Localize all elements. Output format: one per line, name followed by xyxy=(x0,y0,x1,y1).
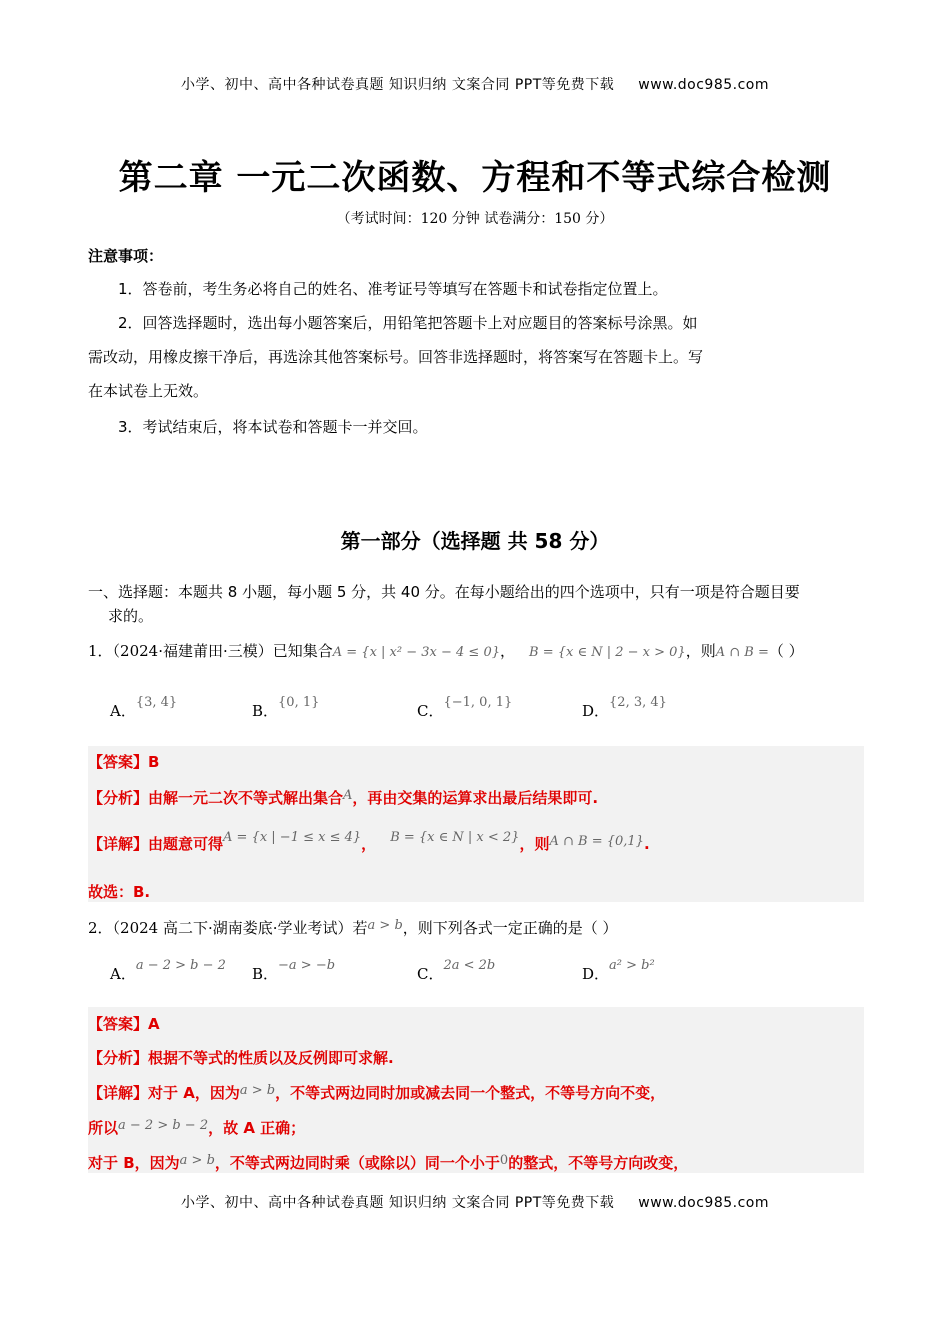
note-item-2: 2．回答选择题时，选出每小题答案后，用铅笔把答题卡上对应题目的答案标号涂黑。如 xyxy=(118,314,698,332)
q1-expr: A ∩ B = xyxy=(715,645,769,660)
section-desc-cont: 求的。 xyxy=(108,607,154,625)
q2-detail-3-post: 的整式，不等号方向改变， xyxy=(508,1154,689,1172)
header-text: 小学、初中、高中各种试卷真题 知识归纳 文案合同 PPT等免费下载 xyxy=(180,77,615,93)
q2-option-a[interactable] xyxy=(110,958,226,984)
question-1 xyxy=(88,640,804,661)
q2-suffix: ，则下列各式一定正确的是（ ） xyxy=(402,919,618,937)
q2-option-d[interactable] xyxy=(582,958,655,984)
notes-heading: 注意事项： xyxy=(88,247,164,265)
q2-detail-2 xyxy=(88,1117,305,1138)
q2-detail-2-post: ，故 A 正确； xyxy=(208,1119,306,1137)
q2-detail-3-cond: a > b xyxy=(179,1153,215,1168)
q1-detail-setB: B = {x ∈ N | x < 2} xyxy=(390,830,520,845)
q1-option-b[interactable] xyxy=(252,695,320,721)
page-footer xyxy=(0,1192,950,1212)
q1-option-d[interactable] xyxy=(582,695,667,721)
q2-condition: a > b xyxy=(367,918,403,933)
footer-site[interactable]: www.doc985.com xyxy=(638,1195,770,1211)
q1-option-d-value: {2, 3, 4} xyxy=(609,695,667,710)
q2-detail-3-pre: 对于 B，因为 xyxy=(88,1154,180,1172)
q1-comma: ， xyxy=(500,642,516,660)
footer-text: 小学、初中、高中各种试卷真题 知识归纳 文案合同 PPT等免费下载 xyxy=(180,1195,615,1211)
q2-option-b[interactable] xyxy=(252,958,336,984)
q1-detail-comma: ， xyxy=(361,835,377,853)
q1-option-c-label: C． xyxy=(417,702,444,720)
note-item-1: 1．答卷前，考生务必将自己的姓名、准考证号等填写在答题卡和试卷指定位置上。 xyxy=(118,280,668,298)
q1-option-b-value: {0, 1} xyxy=(278,695,320,710)
q1-detail-setA: A = {x | −1 ≤ x ≤ 4} xyxy=(223,830,362,845)
q1-detail-end: . xyxy=(643,835,650,853)
q1-option-a-value: {3, 4} xyxy=(135,695,178,710)
q1-option-c-value: {−1, 0, 1} xyxy=(443,695,513,710)
q2-option-a-value: a − 2 > b − 2 xyxy=(135,958,226,973)
page-header xyxy=(0,74,950,94)
q1-analysis-var: A xyxy=(343,788,353,803)
q1-option-a[interactable] xyxy=(110,695,178,721)
section-desc: 一、选择题：本题共 8 小题，每小题 5 分，共 40 分。在每小题给出的四个选项中，只有一项是符合题目要 xyxy=(88,583,800,601)
question-2 xyxy=(88,917,618,938)
q2-answer: 【答案】A xyxy=(88,1015,160,1033)
part1-title: 第一部分（选择题 共 58 分） xyxy=(340,529,610,553)
q2-detail-1 xyxy=(88,1082,665,1103)
q1-option-c[interactable] xyxy=(417,695,513,721)
q2-detail-1-cond: a > b xyxy=(239,1083,276,1098)
q2-detail-3-mid: ，不等式两边同时乘（或除以）同一个小于 xyxy=(214,1154,500,1172)
q1-detail-result: A ∩ B = {0,1} xyxy=(549,834,644,849)
q1-conclusion: 故选：B. xyxy=(88,883,151,901)
q2-detail-3 xyxy=(88,1152,688,1173)
q2-option-c-value: 2a < 2b xyxy=(443,958,496,973)
header-site[interactable]: www.doc985.com xyxy=(638,77,770,93)
q2-prefix: 2．（2024 高二下·湖南娄底·学业考试）若 xyxy=(88,919,368,937)
q2-analysis: 【分析】根据不等式的性质以及反例即可求解. xyxy=(88,1049,394,1067)
page-title: 第二章 一元二次函数、方程和不等式综合检测 xyxy=(118,158,832,198)
q1-analysis-pre: 【分析】由解一元二次不等式解出集合 xyxy=(88,789,344,807)
q1-detail-pre: 【详解】由题意可得 xyxy=(88,835,224,853)
q1-option-a-label: A． xyxy=(110,702,136,720)
q2-option-b-value: −a > −b xyxy=(278,958,336,973)
q1-prefix: 1．（2024·福建莆田·三模）已知集合 xyxy=(88,642,333,660)
q1-detail xyxy=(88,830,650,854)
note-item-2-cont: 需改动，用橡皮擦干净后，再选涂其他答案标号。回答非选择题时，将答案写在答题卡上。写 xyxy=(88,348,704,366)
q2-detail-2-expr: a − 2 > b − 2 xyxy=(118,1118,209,1133)
q2-option-d-label: D． xyxy=(582,965,610,983)
q1-option-b-label: B． xyxy=(252,702,279,720)
note-item-3: 3．考试结束后，将本试卷和答题卡一并交回。 xyxy=(118,418,428,436)
q1-answer-box xyxy=(88,746,864,902)
q1-detail-then: ，则 xyxy=(519,835,550,853)
q1-setB: B = {x ∈ N | 2 − x > 0} xyxy=(529,645,686,660)
q2-option-c-label: C． xyxy=(417,965,444,983)
q2-detail-1-post: ，不等式两边同时加或减去同一个整式，不等号方向不变， xyxy=(275,1084,666,1102)
q2-option-d-value: a² > b² xyxy=(609,958,655,973)
q2-detail-1-pre: 【详解】对于 A，因为 xyxy=(88,1084,240,1102)
q2-option-c[interactable] xyxy=(417,958,496,984)
q1-option-d-label: D． xyxy=(582,702,610,720)
q1-analysis xyxy=(88,787,598,808)
q2-option-a-label: A． xyxy=(110,965,136,983)
q1-then: ，则 xyxy=(685,642,716,660)
q1-paren: （ ） xyxy=(768,642,804,660)
note-item-2-end: 在本试卷上无效。 xyxy=(88,382,209,400)
q1-analysis-post: ，再由交集的运算求出最后结果即可. xyxy=(352,789,599,807)
q1-answer: 【答案】B xyxy=(88,753,160,771)
q2-detail-2-pre: 所以 xyxy=(88,1119,119,1137)
exam-info: （考试时间：120 分钟 试卷满分：150 分） xyxy=(336,211,614,227)
q1-setA: A = {x | x² − 3x − 4 ≤ 0} xyxy=(332,645,500,660)
q2-option-b-label: B． xyxy=(252,965,279,983)
q2-detail-3-zero: 0 xyxy=(499,1153,509,1168)
